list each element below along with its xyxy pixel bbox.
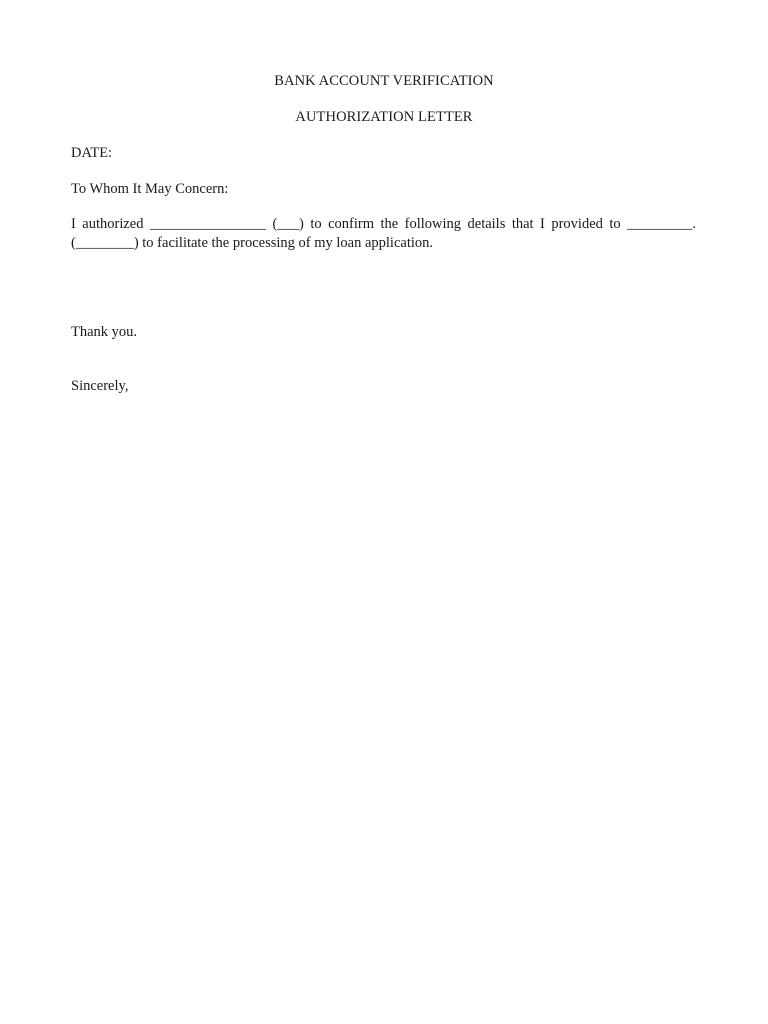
closing-line: Sincerely, <box>71 378 129 394</box>
letter-title: BANK ACCOUNT VERIFICATION <box>274 73 494 89</box>
letter-subtitle: AUTHORIZATION LETTER <box>295 109 473 125</box>
body-paragraph-line-2: (________) to facilitate the processing of my loan application. <box>71 235 433 251</box>
salutation: To Whom It May Concern: <box>71 181 229 197</box>
thank-you-line: Thank you. <box>71 324 138 340</box>
date-label: DATE: <box>71 145 113 161</box>
body-paragraph-line-1: I authorized ________________ (___) to confirm the following details that I provided to _________. <box>71 216 696 232</box>
